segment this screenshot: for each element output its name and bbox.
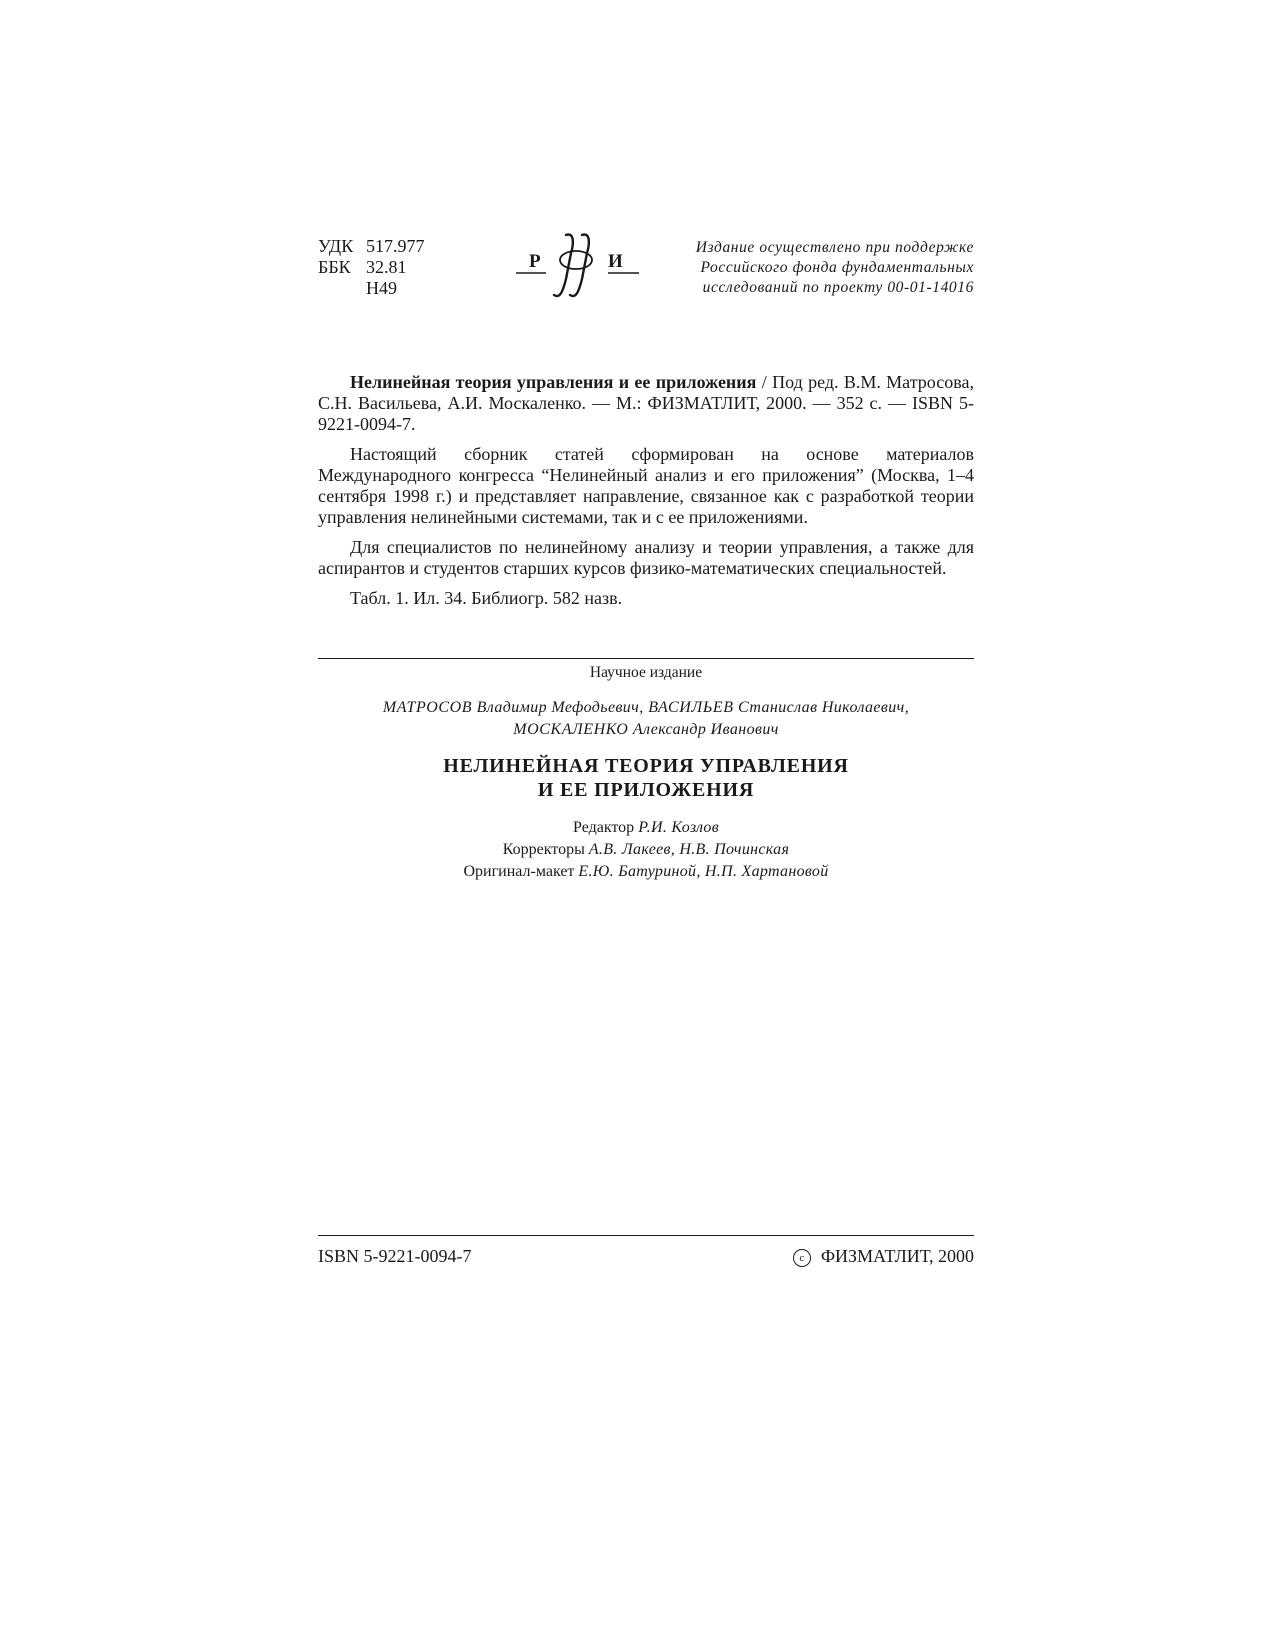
footer-isbn: ISBN 5-9221-0094-7 [318, 1246, 472, 1266]
bottom-divider [318, 1235, 974, 1236]
funding-note-line: Российского фонда фундаментальных [700, 259, 974, 276]
correctors-credit [318, 839, 974, 861]
citation-text: / Под ред. В.М. Матросова, С.Н. Васильева, А.И. Москаленко. — М.: ФИЗМАТЛИТ, 2000. — 352 с. — ISBN 5-9221-0094-7. [318, 372, 974, 434]
edition-type: Научное издание [589, 664, 703, 681]
author-sign: Н49 [366, 278, 397, 298]
authors-block [318, 697, 974, 741]
bbk-row [318, 257, 478, 278]
layout-names: Е.Ю. Батуриной, Н.П. Хартановой [578, 863, 829, 880]
top-divider [318, 658, 974, 659]
book-imprint-page [318, 0, 974, 1651]
classification-codes [318, 236, 478, 299]
editor-label: Редактор [573, 819, 639, 836]
funding-note [658, 238, 974, 298]
book-title [318, 754, 974, 802]
correctors-label: Корректоры [502, 841, 589, 858]
author-given-name: Станислав Николаевич, [733, 699, 910, 716]
funding-note-line: Издание осуществлено при поддержке [695, 239, 974, 256]
book-title-line: НЕЛИНЕЙНАЯ ТЕОРИЯ УПРАВЛЕНИЯ [443, 755, 849, 777]
copyright-text: ФИЗМАТЛИТ, 2000 [820, 1246, 974, 1266]
logo-right-letter: И [608, 251, 623, 272]
author-surname: МОСКАЛЕНКО [513, 721, 629, 738]
citation-paragraph [318, 372, 974, 435]
stats-paragraph: Табл. 1. Ил. 34. Библиогр. 582 назв. [350, 588, 623, 608]
bibliographic-abstract [318, 372, 974, 609]
copyright-icon: c [793, 1249, 811, 1267]
layout-label: Оригинал-макет [463, 863, 579, 880]
author-surname: ВАСИЛЬЕВ [643, 699, 734, 716]
book-title-line: И ЕЕ ПРИЛОЖЕНИЯ [537, 779, 755, 801]
footer-copyright [793, 1245, 974, 1267]
udk-label: УДК [318, 236, 354, 256]
funding-note-line: исследований по проекту 00-01-14016 [702, 279, 974, 296]
udk-row [318, 236, 478, 257]
rffi-logo [516, 233, 640, 299]
authors-line-1 [318, 697, 974, 719]
book-title-bold: Нелинейная теория управления и ее приложения [350, 372, 757, 392]
editor-credit [318, 817, 974, 839]
authors-line-2 [318, 719, 974, 741]
credits-block [318, 817, 974, 883]
logo-left-letter: Р [529, 251, 541, 272]
author-surname: МАТРОСОВ [382, 699, 473, 716]
logo-ellipse [560, 251, 592, 269]
udk-value: 517.977 [366, 236, 425, 256]
bbk-value: 32.81 [366, 257, 407, 277]
author-given-name: Владимир Мефодьевич, [472, 699, 644, 716]
bbk-label: ББК [318, 257, 351, 277]
layout-credit [318, 861, 974, 883]
rffi-logo-graphic [516, 233, 640, 299]
editor-name: Р.И. Козлов [638, 819, 719, 836]
correctors-names: А.В. Лакеев, Н.В. Починская [588, 841, 790, 858]
author-given-name: Александр Иванович [628, 721, 779, 738]
description-paragraph: Настоящий сборник статей сформирован на основе материалов Международного конгресса “Нелинейный анализ и его приложения” (Москва, 1–4 сентября 1998 г.) и представляет направление, связанное как с разработкой теории управления нелинейными системами, так и с ее приложениями. [318, 444, 974, 527]
audience-paragraph: Для специалистов по нелинейному анализу и теории управления, а также для аспирантов и студентов старших курсов физико-математических специальностей. [318, 537, 974, 578]
